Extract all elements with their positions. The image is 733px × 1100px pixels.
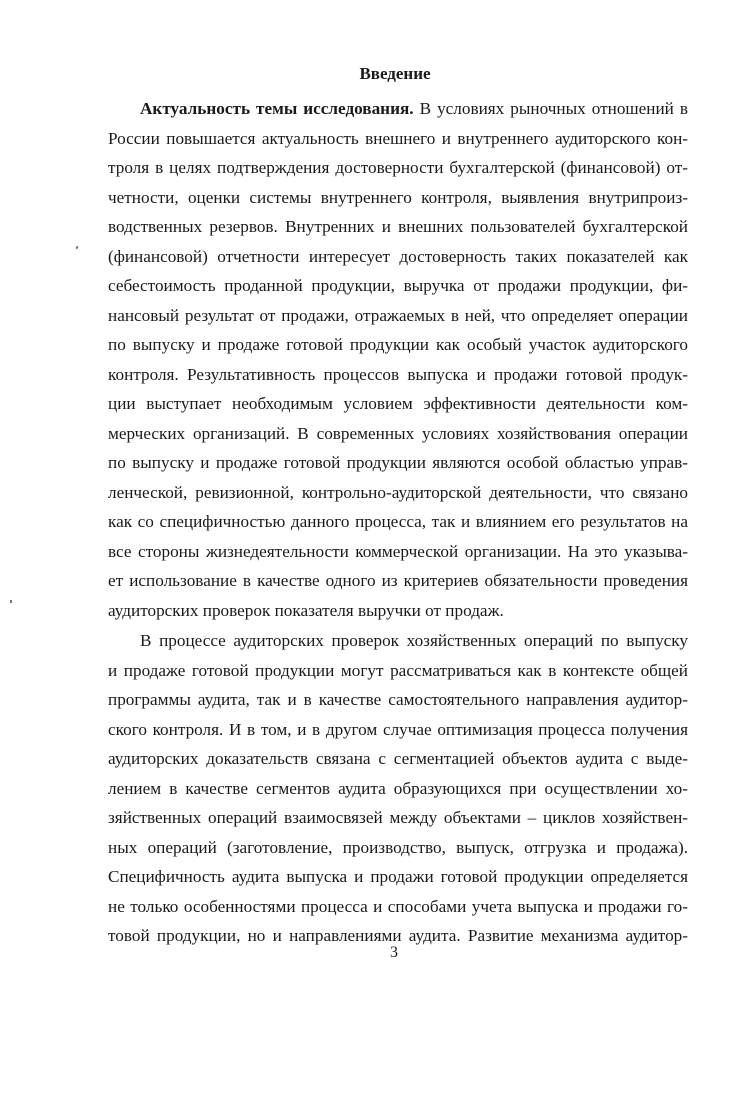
paragraph-line: по выпуску и продаже готовой продукции как особый участок аудиторского	[108, 335, 688, 354]
paragraph-line: водственных резервов. Внутренних и внешних пользователей бухгалтерской	[108, 217, 688, 236]
paragraph-line: троля в целях подтверждения достоверности бухгалтерской (финансовой) от-	[108, 158, 688, 177]
paragraph-line: ции выступает необходимым условием эффективности деятельности ком-	[108, 394, 688, 413]
bold-lead: Актуальность темы исследования.	[140, 99, 414, 118]
paragraph-line: зяйственных операций взаимосвязей между объектами – циклов хозяйствен-	[108, 808, 688, 827]
paragraph-line: России повышается актуальность внешнего и внутреннего аудиторского кон-	[108, 128, 688, 148]
page-number: 3	[390, 944, 398, 961]
paragraph-line: нансовый результат от продажи, отражаемых в ней, что определяет операции	[108, 305, 688, 325]
paragraph-line: контроля. Результативность процессов выпуска и продажи готовой продук-	[108, 364, 688, 384]
paragraph-line: все стороны жизнедеятельности коммерческой организации. На это указыва-	[108, 541, 688, 561]
paragraph-line: мерческих организаций. В современных условиях хозяйствования операции	[108, 423, 688, 443]
scan-speck	[75, 246, 78, 250]
paragraph-line	[108, 94, 688, 124]
paragraph-line: программы аудита, так и в качестве самостоятельного направления аудитор-	[108, 690, 688, 709]
paragraph-line: как со специфичностью данного процесса, так и влиянием его результатов на	[108, 512, 688, 531]
paragraph-line: ных операций (заготовление, производство, выпуск, отгрузка и продажа).	[108, 837, 688, 857]
paragraph-line: ет использование в качестве одного из критериев обязательности проведения	[108, 571, 688, 590]
paragraph-line: аудиторских доказательств связана с сегментацией объектов аудита с выде-	[108, 749, 688, 768]
paragraph-line: и продаже готовой продукции могут рассматриваться как в контексте общей	[108, 660, 688, 680]
paragraph-line: себестоимость проданной продукции, выручка от продажи продукции, фи-	[108, 276, 688, 295]
scan-speck	[10, 600, 12, 603]
paragraph-line: (финансовой) отчетности интересует достоверность таких показателей как	[108, 246, 688, 266]
paragraph-line: товой продукции, но и направлениями аудита. Развитие механизма аудитор-	[108, 926, 688, 945]
paragraph-line: по выпуску и продаже готовой продукции являются особой областью управ-	[108, 453, 688, 472]
paragraph-audit-process	[108, 626, 688, 951]
paragraph-line: В процессе аудиторских проверок хозяйственных операций по выпуску	[140, 631, 688, 650]
paragraph-relevance	[108, 94, 688, 625]
paragraph-line: четности, оценки системы внутреннего контроля, выявления внутрипроиз-	[108, 187, 688, 207]
paragraph-line: Специфичность аудита выпуска и продажи готовой продукции определяется	[108, 867, 688, 886]
section-heading: Введение	[359, 64, 431, 83]
paragraph-line: аудиторских проверок показателя выручки от продаж.	[108, 600, 504, 620]
paragraph-line: лением в качестве сегментов аудита образующихся при осуществлении хо-	[108, 778, 688, 798]
first-line-rest: В условиях рыночных отношений в	[413, 99, 689, 118]
paragraph-line: ского контроля. И в том, и в другом случае оптимизация процесса получения	[108, 719, 688, 739]
paragraph-line: не только особенностями процесса и способами учета выпуска и продажи го-	[108, 896, 688, 916]
paragraph-line: ленческой, ревизионной, контрольно-аудиторской деятельности, что связано	[108, 482, 688, 502]
